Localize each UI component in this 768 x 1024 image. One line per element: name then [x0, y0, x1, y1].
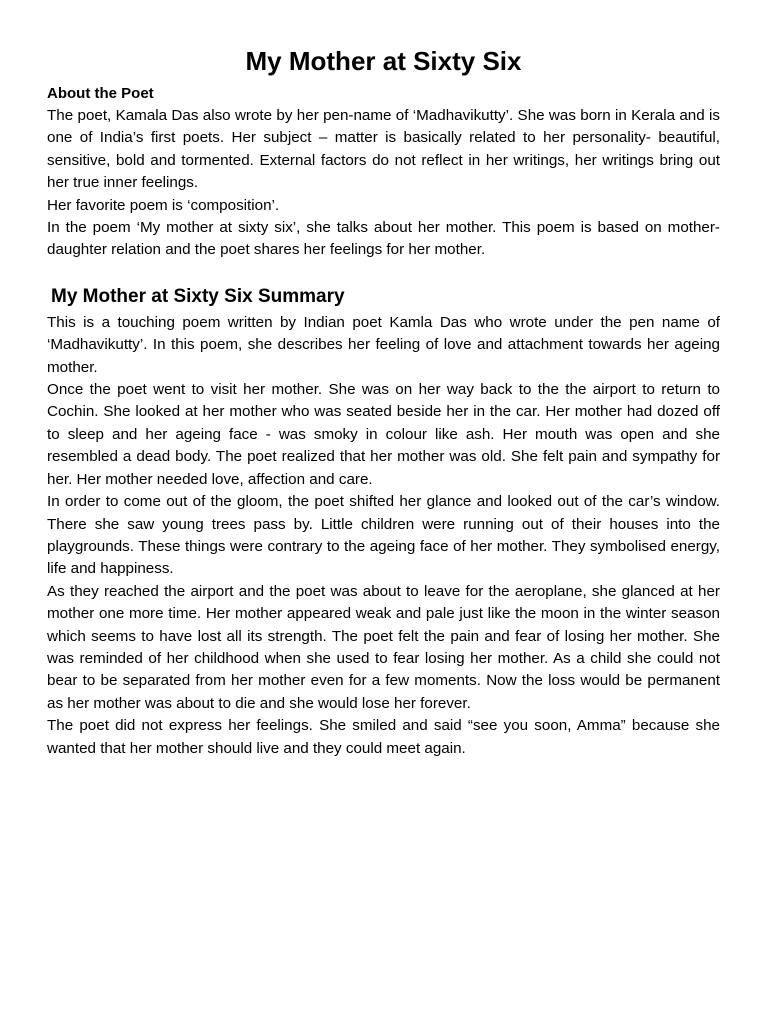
- summary-section: [47, 284, 720, 760]
- document-page: [47, 44, 720, 760]
- about-paragraph-2: Her favorite poem is ‘composition’.: [47, 196, 280, 214]
- summary-paragraph-2: Once the poet went to visit her mother. She was on her way back to the the airport to return to Cochin. She looked at her mother who was seated beside her in the car. Her mother had dozed off to sleep and her ageing face - was smoky in colour like ash. Her mouth was open and she resembled a dead body. The poet realized that her mother was old. She felt pain and sympathy for her. Her mother needed love, affection and care.: [47, 381, 720, 488]
- summary-paragraph-3: In order to come out of the gloom, the poet shifted her glance and looked out of the car’s window. There she saw young trees pass by. Little children were running out of their houses into the playgrounds. These things were contrary to the ageing face of her mother. They symbolised energy, life and happiness.: [47, 493, 720, 578]
- summary-paragraph-5: The poet did not express her feelings. She smiled and said “see you soon, Amma” because she wanted that her mother should live and they could meet again.: [47, 717, 720, 757]
- summary-heading: My Mother at Sixty Six Summary: [51, 285, 345, 307]
- about-heading: About the Poet: [47, 85, 154, 102]
- about-section: [47, 83, 720, 262]
- summary-paragraph-1: This is a touching poem written by Indian poet Kamla Das who wrote under the pen name of ‘Madhavikutty’. In this poem, she describes her feeling of love and attachment towards her ageing mother.: [47, 313, 720, 376]
- page-title: My Mother at Sixty Six: [245, 46, 522, 76]
- summary-paragraph-4: As they reached the airport and the poet was about to leave for the aeroplane, she glanced at her mother one more time. Her mother appeared weak and pale just like the moon in the winter season which seems to have lost all its strength. The poet felt the pain and fear of losing her mother. She was reminded of her childhood when she used to fear losing her mother. As a child she could not bear to be separated from her mother even for a few moments. Now the loss would be permanent as her mother was about to die and she would lose her forever.: [47, 582, 720, 712]
- about-paragraph-1: The poet, Kamala Das also wrote by her pen-name of ‘Madhavikutty’. She was born in Kerala and is one of India’s first poets. Her subject – matter is basically related to her personality- beautiful, sensitive, bold and tormented. External factors do not reflect in her writings, her writings bring out her true inner feelings.: [47, 107, 720, 192]
- about-paragraph-3: In the poem ‘My mother at sixty six’, she talks about her mother. This poem is based on mother-daughter relation and the poet shares her feelings for her mother.: [47, 219, 720, 259]
